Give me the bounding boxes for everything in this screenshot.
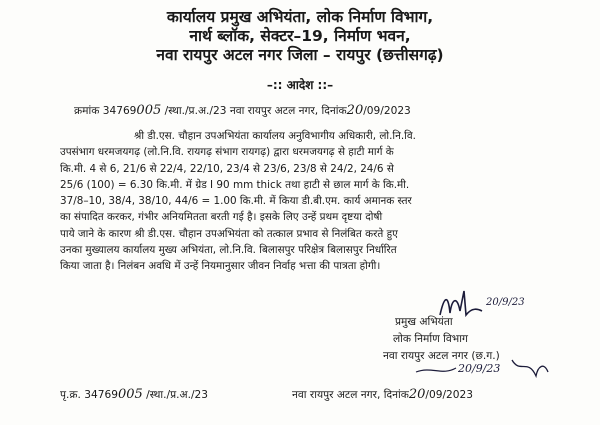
body-line: का संपादित करकर, गंभीर अनियमितता बरती गई है। इसके लिए उन्हें प्रथम दृष्टया दोषी xyxy=(60,211,383,224)
signatory-department: लोक निर्माण विभाग xyxy=(393,333,468,345)
order-reference xyxy=(74,103,411,118)
handwritten-date-scrawl xyxy=(412,352,552,382)
body-line: श्री डी.एस. चौहान उपअभियंता कार्यालय अनुविभागीय अधिकारी, लो.नि.वि. xyxy=(134,130,416,142)
body-line: उनका मुख्यालय कार्यालय मुख्य अभियंता, लो.नि.वि. बिलासपुर परिक्षेत्र बिलासपुर निर्धारित xyxy=(60,244,397,257)
body-line: किया जाता है। निलंबन अवधि में उन्हें नियमानुसार जीवन निर्वाह भत्ता की पात्रता होगी। xyxy=(60,260,381,273)
endorsement-number-handwritten: 005 xyxy=(117,387,143,402)
endorsement-date-handwritten: 20 xyxy=(408,387,426,402)
endorsement-place: नवा रायपुर अटल नगर, दिनांक xyxy=(292,389,409,401)
endorsement-reference xyxy=(60,387,208,402)
order-date-handwritten: 20 xyxy=(346,103,364,118)
office-city-line: नवा रायपुर अटल नगर जिला – रायपुर (छत्तीसगढ़) xyxy=(156,46,444,64)
order-body xyxy=(60,128,520,275)
order-number-prefix: क्रमांक 34769 xyxy=(74,105,137,117)
endorsement-reference-middle: /स्था./प्र.अ./23 xyxy=(146,389,209,401)
order-date-suffix: /09/2023 xyxy=(363,105,411,117)
order-title: –:: आदेश ::– xyxy=(266,78,334,92)
order-number-handwritten: 005 xyxy=(136,103,162,118)
endorsement-number-prefix: पृ.क्र. 34769 xyxy=(60,389,118,401)
body-line: 37/8–10, 38/4, 38/10, 44/6 = 1.00 कि.मी. में किया डी.बी.एम. कार्य अमानक स्तर xyxy=(60,195,412,208)
body-line: कि.मी. 4 से 6, 21/6 से 22/4, 22/10, 23/4 से 23/6, 23/8 से 24/2, 24/6 से xyxy=(60,162,394,175)
body-line: पाये जाने के कारण श्री डी.एस. चौहान उपअभियंता को तत्काल प्रभाव से निलंबित करते हुए xyxy=(60,227,398,240)
signatory-place: नवा रायपुर अटल नगर (छ.ग.) xyxy=(383,350,500,362)
endorsement-date xyxy=(292,387,473,402)
endorsement-date-suffix: /09/2023 xyxy=(425,389,473,401)
office-address-line: नार्थ ब्लॉक, सेक्टर–19, निर्माण भवन, xyxy=(189,27,411,45)
handwritten-date: 20/9/23 xyxy=(458,362,501,375)
order-reference-middle: /स्था./प्र.अ./23 नवा रायपुर अटल नगर, दिनांक xyxy=(164,105,347,117)
signature-date: 20/9/23 xyxy=(486,297,525,308)
signatory-designation: प्रमुख अभियंता xyxy=(395,316,453,328)
body-line: 25/6 (100) = 6.30 कि.मी. में ग्रेड I 90 mm thick तथा हाटी से छाल मार्ग के कि.मी. xyxy=(60,178,410,191)
office-name-line: कार्यालय प्रमुख अभियंता, लोक निर्माण विभाग, xyxy=(166,8,434,26)
body-line: उपसंभाग धरमजयगढ़ (लो.नि.वि. रायगढ़ संभाग रायगढ़) द्वारा धरमजयगढ़ से हाटी मार्ग के xyxy=(60,146,394,159)
